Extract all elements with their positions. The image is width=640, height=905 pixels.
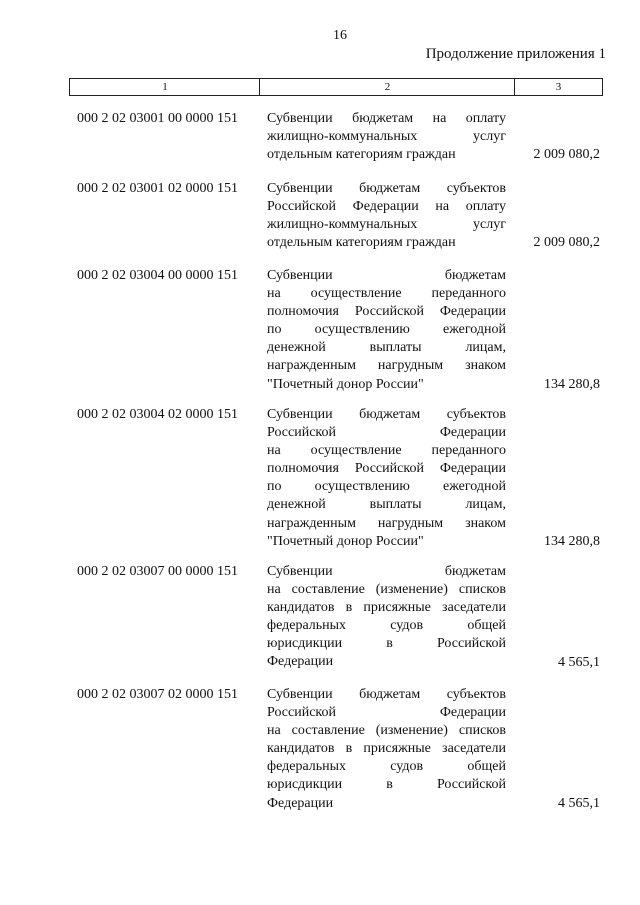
column-header-2: 2: [259, 79, 515, 95]
row-description: [267, 563, 506, 672]
description-line: "Почетный донор России": [267, 533, 424, 549]
page-number: 16: [333, 28, 347, 43]
description-line: Субвенции бюджетам субъектов: [267, 407, 506, 422]
description-line: юрисдикции в Российской: [267, 777, 506, 793]
description-line: полномочия Российской Федерации: [267, 461, 506, 477]
description-line: федеральных судов общей: [267, 759, 506, 775]
description-line: жилищно-коммунальных услуг: [267, 217, 506, 233]
amount-value: 2 009 080,2: [533, 235, 600, 251]
description-line: отдельным категориям граждан: [267, 235, 456, 251]
row-description: [267, 267, 506, 394]
description-line: на осуществление переданного: [267, 286, 506, 302]
description-line: кандидатов в присяжные заседатели: [267, 600, 506, 616]
description-line: Российской Федерации на оплату: [267, 199, 506, 215]
amount-value: 2 009 080,2: [533, 147, 600, 163]
description-line: кандидатов в присяжные заседатели: [267, 741, 506, 757]
budget-code: 000 2 02 03007 02 0000 151: [77, 687, 238, 702]
continuation-label: Продолжение приложения 1: [425, 46, 606, 62]
description-line: по осуществлению ежегодной: [267, 479, 506, 495]
description-line: на составление (изменение) списков: [267, 723, 506, 739]
description-line: награжденным нагрудным знаком: [267, 515, 506, 531]
description-line: юрисдикции в Российской: [267, 636, 506, 652]
description-line: Российской Федерации: [267, 705, 506, 721]
description-line: полномочия Российской Федерации: [267, 304, 506, 320]
description-line: Федерации: [267, 654, 334, 670]
description-line: отдельным категориям граждан: [267, 147, 456, 163]
description-line: денежной выплаты лицам,: [267, 497, 506, 513]
description-line: Субвенции бюджетам субъектов: [267, 181, 506, 196]
description-line: Российской Федерации: [267, 425, 506, 441]
row-description: [267, 180, 506, 252]
budget-code: 000 2 02 03004 02 0000 151: [77, 407, 238, 422]
description-line: Субвенции бюджетам: [267, 268, 506, 283]
row-description: [267, 406, 506, 551]
description-line: награжденным нагрудным знаком: [267, 358, 506, 374]
budget-code: 000 2 02 03004 00 0000 151: [77, 268, 238, 283]
budget-code: 000 2 02 03007 00 0000 151: [77, 564, 238, 579]
description-line: денежной выплаты лицам,: [267, 340, 506, 356]
description-line: Федерации: [267, 795, 334, 811]
amount-value: 4 565,1: [558, 795, 600, 811]
table-header: [69, 78, 603, 96]
description-line: Субвенции бюджетам: [267, 564, 506, 579]
amount-value: 134 280,8: [544, 533, 600, 549]
description-line: Субвенции бюджетам субъектов: [267, 687, 506, 702]
description-line: на составление (изменение) списков: [267, 582, 506, 598]
amount-value: 4 565,1: [558, 654, 600, 670]
amount-value: 134 280,8: [544, 376, 600, 392]
column-header-1: 1: [69, 79, 260, 95]
row-description: [267, 110, 506, 164]
description-line: федеральных судов общей: [267, 618, 506, 634]
description-line: "Почетный донор России": [267, 376, 424, 392]
row-description: [267, 686, 506, 813]
column-header-3: 3: [514, 79, 603, 95]
budget-code: 000 2 02 03001 02 0000 151: [77, 181, 238, 196]
description-line: на осуществление переданного: [267, 443, 506, 459]
description-line: Субвенции бюджетам на оплату: [267, 111, 506, 126]
description-line: по осуществлению ежегодной: [267, 322, 506, 338]
budget-code: 000 2 02 03001 00 0000 151: [77, 111, 238, 126]
description-line: жилищно-коммунальных услуг: [267, 129, 506, 145]
